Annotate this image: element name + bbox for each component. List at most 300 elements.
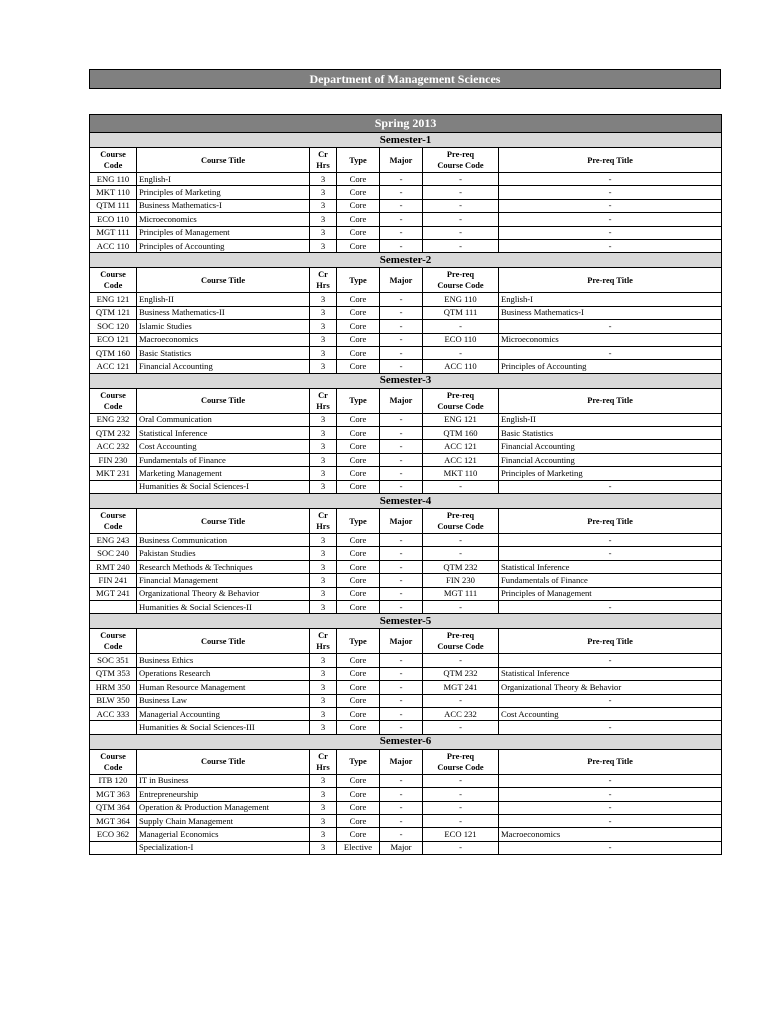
course-title: Principles of Management (137, 226, 310, 239)
course-code: QTM 111 (90, 199, 137, 212)
course-major: - (380, 774, 423, 787)
course-major: - (380, 199, 423, 212)
course-type: Core (337, 173, 380, 186)
course-major: - (380, 440, 423, 453)
header-credit-hours (310, 148, 337, 173)
header-credit-hours-line: Hrs (316, 642, 330, 652)
course-row (90, 239, 722, 252)
header-major: Major (380, 749, 423, 774)
header-prereq-code-line: Course Code (437, 161, 484, 170)
credit-hours: 3 (310, 306, 337, 319)
credit-hours: 3 (310, 320, 337, 333)
credit-hours: 3 (310, 587, 337, 600)
prereq-title: Business Mathematics-I (499, 306, 722, 319)
course-row (90, 547, 722, 560)
course-code: ACC 333 (90, 707, 137, 720)
header-credit-hours-line: Cr (318, 511, 328, 521)
course-major: - (380, 547, 423, 560)
header-credit-hours-line: Cr (318, 631, 328, 641)
header-prereq-title: Pre-req Title (499, 749, 722, 774)
prereq-code: - (423, 600, 499, 613)
prereq-code: - (423, 654, 499, 667)
course-row (90, 828, 722, 841)
course-major: - (380, 587, 423, 600)
credit-hours: 3 (310, 721, 337, 734)
prereq-title: - (499, 841, 722, 854)
header-major: Major (380, 268, 423, 293)
prereq-code: ECO 121 (423, 828, 499, 841)
header-credit-hours (310, 749, 337, 774)
credit-hours: 3 (310, 654, 337, 667)
header-course-title: Course Title (137, 629, 310, 654)
prereq-code: - (423, 346, 499, 359)
course-type: Core (337, 320, 380, 333)
credit-hours: 3 (310, 841, 337, 854)
course-type: Core (337, 788, 380, 801)
course-type: Core (337, 427, 380, 440)
semester-row (90, 734, 722, 749)
header-major: Major (380, 388, 423, 413)
course-code: ECO 110 (90, 213, 137, 226)
prereq-title: Fundamentals of Finance (499, 574, 722, 587)
course-major: - (380, 360, 423, 373)
semester-row (90, 494, 722, 509)
course-title: Humanities & Social Sciences-II (137, 600, 310, 613)
department-title: Department of Management Sciences (89, 69, 721, 89)
course-code: QTM 121 (90, 306, 137, 319)
prereq-title: Macroeconomics (499, 828, 722, 841)
header-prereq-code (423, 148, 499, 173)
header-credit-hours-line: Hrs (316, 281, 330, 291)
prereq-title: Statistical Inference (499, 560, 722, 573)
course-type: Core (337, 707, 380, 720)
course-row (90, 667, 722, 680)
prereq-title: - (499, 480, 722, 493)
prereq-title: Microeconomics (499, 333, 722, 346)
course-title: Operation & Production Management (137, 801, 310, 814)
prereq-code: - (423, 788, 499, 801)
credit-hours: 3 (310, 453, 337, 466)
header-prereq-title: Pre-req Title (499, 148, 722, 173)
course-type: Core (337, 828, 380, 841)
prereq-code: - (423, 814, 499, 827)
credit-hours: 3 (310, 173, 337, 186)
prereq-title: - (499, 213, 722, 226)
course-type: Core (337, 186, 380, 199)
prereq-code: FIN 230 (423, 574, 499, 587)
course-major: - (380, 173, 423, 186)
prereq-code: - (423, 801, 499, 814)
prereq-title: Principles of Marketing (499, 467, 722, 480)
prereq-code: - (423, 213, 499, 226)
course-type: Core (337, 239, 380, 252)
course-row (90, 788, 722, 801)
header-course-code-line: Course (100, 390, 126, 400)
course-title: Specialization-I (137, 841, 310, 854)
prereq-title: English-I (499, 293, 722, 306)
header-course-title: Course Title (137, 388, 310, 413)
course-code: ENG 232 (90, 413, 137, 426)
course-major: - (380, 654, 423, 667)
prereq-code: - (423, 841, 499, 854)
course-code: QTM 232 (90, 427, 137, 440)
prereq-title: - (499, 173, 722, 186)
prereq-code: MGT 241 (423, 681, 499, 694)
column-header-row (90, 749, 722, 774)
course-row (90, 440, 722, 453)
course-type: Core (337, 199, 380, 212)
course-major: - (380, 694, 423, 707)
course-title: Principles of Accounting (137, 239, 310, 252)
header-course-code-line: Course (100, 270, 126, 280)
course-major: - (380, 467, 423, 480)
credit-hours: 3 (310, 694, 337, 707)
header-course-code-line: Code (103, 762, 123, 772)
header-prereq-code (423, 388, 499, 413)
course-type: Core (337, 213, 380, 226)
term-title: Spring 2013 (90, 115, 722, 133)
course-row (90, 186, 722, 199)
header-course-title: Course Title (137, 148, 310, 173)
header-type: Type (337, 749, 380, 774)
course-major: - (380, 427, 423, 440)
credit-hours: 3 (310, 707, 337, 720)
header-major: Major (380, 629, 423, 654)
prereq-code: - (423, 186, 499, 199)
prereq-code: ECO 110 (423, 333, 499, 346)
course-type: Elective (337, 841, 380, 854)
semester-title: Semester-1 (90, 133, 722, 148)
prereq-code: QTM 111 (423, 306, 499, 319)
header-type: Type (337, 148, 380, 173)
credit-hours: 3 (310, 828, 337, 841)
header-prereq-code (423, 509, 499, 534)
course-code: SOC 120 (90, 320, 137, 333)
course-type: Core (337, 560, 380, 573)
course-row (90, 320, 722, 333)
course-code: MGT 111 (90, 226, 137, 239)
course-code: QTM 364 (90, 801, 137, 814)
course-row (90, 587, 722, 600)
course-row (90, 721, 722, 734)
header-prereq-title: Pre-req Title (499, 629, 722, 654)
prereq-title: - (499, 534, 722, 547)
credit-hours: 3 (310, 801, 337, 814)
header-course-code-line: Course (100, 751, 126, 761)
course-title: Oral Communication (137, 413, 310, 426)
prereq-title: - (499, 346, 722, 359)
prereq-title: Financial Accounting (499, 440, 722, 453)
course-code: ENG 243 (90, 534, 137, 547)
course-plan-body (90, 115, 722, 855)
header-credit-hours (310, 629, 337, 654)
credit-hours: 3 (310, 534, 337, 547)
course-row (90, 654, 722, 667)
header-course-code-line: Code (103, 401, 123, 411)
course-code: MGT 241 (90, 587, 137, 600)
credit-hours: 3 (310, 333, 337, 346)
header-type: Type (337, 629, 380, 654)
course-major: - (380, 707, 423, 720)
semester-title: Semester-6 (90, 734, 722, 749)
course-title: Marketing Management (137, 467, 310, 480)
course-title: Business Mathematics-I (137, 199, 310, 212)
course-major: - (380, 480, 423, 493)
prereq-code: QTM 232 (423, 560, 499, 573)
course-major: Major (380, 841, 423, 854)
course-type: Core (337, 226, 380, 239)
course-major: - (380, 239, 423, 252)
course-title: Microeconomics (137, 213, 310, 226)
header-prereq-code-line: Pre-req (446, 390, 475, 400)
course-title: Managerial Accounting (137, 707, 310, 720)
course-code: RMT 240 (90, 560, 137, 573)
credit-hours: 3 (310, 814, 337, 827)
header-prereq-code-line: Course Code (437, 522, 484, 532)
prereq-code: ACC 232 (423, 707, 499, 720)
course-row (90, 681, 722, 694)
prereq-title: Organizational Theory & Behavior (499, 681, 722, 694)
header-credit-hours-line: Hrs (316, 401, 330, 411)
header-prereq-code (423, 268, 499, 293)
course-major: - (380, 681, 423, 694)
course-row (90, 534, 722, 547)
course-type: Core (337, 681, 380, 694)
header-course-code-line: Code (103, 161, 123, 170)
prereq-title: Basic Statistics (499, 427, 722, 440)
course-row (90, 173, 722, 186)
course-type: Core (337, 480, 380, 493)
header-credit-hours-line: Hrs (316, 161, 330, 170)
column-header-row (90, 388, 722, 413)
course-type: Core (337, 600, 380, 613)
prereq-code: ACC 110 (423, 360, 499, 373)
course-type: Core (337, 814, 380, 827)
course-title: Principles of Marketing (137, 186, 310, 199)
header-course-code (90, 629, 137, 654)
prereq-code: - (423, 239, 499, 252)
course-major: - (380, 534, 423, 547)
credit-hours: 3 (310, 681, 337, 694)
course-major: - (380, 320, 423, 333)
course-type: Core (337, 413, 380, 426)
header-prereq-code-line: Course Code (437, 762, 484, 772)
prereq-code: ENG 121 (423, 413, 499, 426)
course-title: Organizational Theory & Behavior (137, 587, 310, 600)
course-major: - (380, 560, 423, 573)
course-type: Core (337, 293, 380, 306)
credit-hours: 3 (310, 293, 337, 306)
credit-hours: 3 (310, 547, 337, 560)
course-row (90, 306, 722, 319)
header-credit-hours-line: Cr (318, 270, 328, 280)
course-code: FIN 230 (90, 453, 137, 466)
prereq-code: QTM 160 (423, 427, 499, 440)
prereq-code: MKT 110 (423, 467, 499, 480)
course-type: Core (337, 440, 380, 453)
course-row (90, 453, 722, 466)
credit-hours: 3 (310, 213, 337, 226)
course-code: HRM 350 (90, 681, 137, 694)
prereq-code: - (423, 173, 499, 186)
prereq-title: - (499, 694, 722, 707)
course-code: MKT 231 (90, 467, 137, 480)
course-major: - (380, 667, 423, 680)
header-major: Major (380, 148, 423, 173)
course-title: Basic Statistics (137, 346, 310, 359)
credit-hours: 3 (310, 239, 337, 252)
header-type: Type (337, 268, 380, 293)
course-title: Business Communication (137, 534, 310, 547)
course-code: SOC 240 (90, 547, 137, 560)
prereq-title: Principles of Accounting (499, 360, 722, 373)
header-prereq-code-line: Course Code (437, 281, 484, 291)
prereq-code: - (423, 694, 499, 707)
course-row (90, 467, 722, 480)
course-type: Core (337, 721, 380, 734)
credit-hours: 3 (310, 360, 337, 373)
course-row (90, 600, 722, 613)
course-code: QTM 353 (90, 667, 137, 680)
course-code: ACC 121 (90, 360, 137, 373)
course-type: Core (337, 534, 380, 547)
header-prereq-code (423, 749, 499, 774)
course-row (90, 213, 722, 226)
course-title: Islamic Studies (137, 320, 310, 333)
semester-row (90, 614, 722, 629)
prereq-title: Cost Accounting (499, 707, 722, 720)
course-code: ECO 362 (90, 828, 137, 841)
column-header-row (90, 629, 722, 654)
prereq-title: Principles of Management (499, 587, 722, 600)
header-course-code-line: Course (100, 150, 126, 159)
course-code: MGT 364 (90, 814, 137, 827)
course-row (90, 427, 722, 440)
course-type: Core (337, 547, 380, 560)
course-title: Entrepreneurship (137, 788, 310, 801)
prereq-title: - (499, 547, 722, 560)
course-row (90, 801, 722, 814)
credit-hours: 3 (310, 480, 337, 493)
course-title: Macroeconomics (137, 333, 310, 346)
header-prereq-code-line: Pre-req (446, 631, 475, 641)
course-major: - (380, 600, 423, 613)
prereq-title: - (499, 788, 722, 801)
prereq-title: - (499, 600, 722, 613)
course-title: Financial Accounting (137, 360, 310, 373)
header-prereq-code-line: Pre-req (446, 270, 475, 280)
prereq-code: ENG 110 (423, 293, 499, 306)
header-prereq-title: Pre-req Title (499, 268, 722, 293)
course-code (90, 841, 137, 854)
course-major: - (380, 346, 423, 359)
prereq-title: - (499, 774, 722, 787)
header-prereq-code-line: Course Code (437, 642, 484, 652)
prereq-title: English-II (499, 413, 722, 426)
course-row (90, 360, 722, 373)
course-title: Business Mathematics-II (137, 306, 310, 319)
header-prereq-code (423, 629, 499, 654)
header-type: Type (337, 509, 380, 534)
course-row (90, 560, 722, 573)
header-course-code (90, 388, 137, 413)
prereq-code: ACC 121 (423, 440, 499, 453)
prereq-title: Financial Accounting (499, 453, 722, 466)
course-code: FIN 241 (90, 574, 137, 587)
credit-hours: 3 (310, 600, 337, 613)
credit-hours: 3 (310, 788, 337, 801)
course-major: - (380, 814, 423, 827)
course-row (90, 293, 722, 306)
credit-hours: 3 (310, 186, 337, 199)
course-type: Core (337, 774, 380, 787)
course-major: - (380, 413, 423, 426)
credit-hours: 3 (310, 560, 337, 573)
prereq-code: - (423, 320, 499, 333)
prereq-code: QTM 232 (423, 667, 499, 680)
course-code: ECO 121 (90, 333, 137, 346)
header-course-code-line: Code (103, 281, 123, 291)
course-code: ACC 110 (90, 239, 137, 252)
course-row (90, 574, 722, 587)
course-major: - (380, 801, 423, 814)
course-code: BLW 350 (90, 694, 137, 707)
credit-hours: 3 (310, 413, 337, 426)
course-title: English-II (137, 293, 310, 306)
course-type: Core (337, 360, 380, 373)
course-row (90, 413, 722, 426)
course-title: Financial Management (137, 574, 310, 587)
prereq-title: - (499, 199, 722, 212)
header-course-code-line: Course (100, 631, 126, 641)
course-major: - (380, 186, 423, 199)
prereq-code: MGT 111 (423, 587, 499, 600)
course-code (90, 600, 137, 613)
course-code: ENG 110 (90, 173, 137, 186)
header-course-code-line: Course (100, 511, 126, 521)
course-code (90, 721, 137, 734)
header-credit-hours (310, 268, 337, 293)
term-row (90, 115, 722, 133)
course-code: QTM 160 (90, 346, 137, 359)
header-prereq-title: Pre-req Title (499, 509, 722, 534)
header-course-code (90, 268, 137, 293)
course-major: - (380, 293, 423, 306)
course-code: ITB 120 (90, 774, 137, 787)
course-major: - (380, 213, 423, 226)
prereq-title: - (499, 801, 722, 814)
course-major: - (380, 828, 423, 841)
credit-hours: 3 (310, 774, 337, 787)
course-row (90, 226, 722, 239)
course-title: Managerial Economics (137, 828, 310, 841)
prereq-code: - (423, 534, 499, 547)
prereq-code: - (423, 547, 499, 560)
header-credit-hours-line: Cr (318, 390, 328, 400)
header-type: Type (337, 388, 380, 413)
credit-hours: 3 (310, 574, 337, 587)
header-credit-hours (310, 388, 337, 413)
course-title: Research Methods & Techniques (137, 560, 310, 573)
course-row (90, 707, 722, 720)
course-code (90, 480, 137, 493)
credit-hours: 3 (310, 467, 337, 480)
header-prereq-code-line: Pre-req (446, 511, 475, 521)
semester-row (90, 373, 722, 388)
course-title: Pakistan Studies (137, 547, 310, 560)
prereq-title: - (499, 239, 722, 252)
course-major: - (380, 788, 423, 801)
